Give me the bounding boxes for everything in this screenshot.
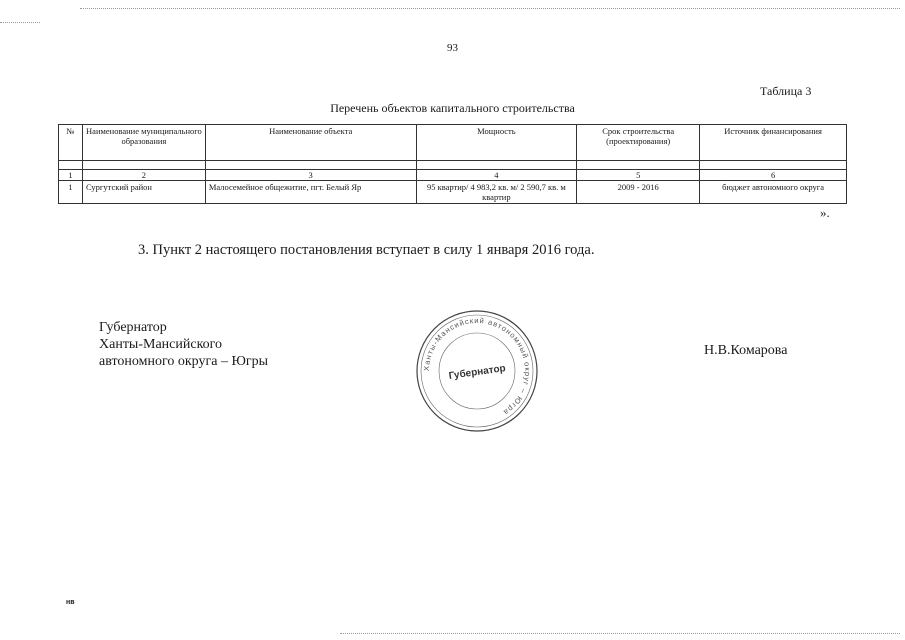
scan-artifact-bottom xyxy=(340,633,900,634)
header-municipality: Наименование муниципального образования xyxy=(82,125,205,161)
column-number: 2 xyxy=(82,170,205,181)
column-number: 6 xyxy=(700,170,847,181)
seal-center-text: Губернатор xyxy=(448,363,507,382)
cell-capacity: 95 квартир/ 4 983,2 кв. м/ 2 590,7 кв. м квартир xyxy=(416,181,577,204)
blank-cell xyxy=(59,161,83,170)
objects-table xyxy=(58,124,847,204)
footer-code: нв xyxy=(66,599,75,606)
cell-object-name: Малосемейное общежитие, пгт. Белый Яр xyxy=(205,181,416,204)
blank-cell xyxy=(700,161,847,170)
column-number: 4 xyxy=(416,170,577,181)
closing-quote: ». xyxy=(820,205,830,220)
header-funding-source: Источник финансирования xyxy=(700,125,847,161)
blank-cell xyxy=(577,161,700,170)
signatory-title-line: Губернатор xyxy=(99,320,167,335)
signatory-name: Н.В.Комарова xyxy=(704,343,788,358)
signatory-title xyxy=(99,319,268,370)
table-row xyxy=(59,181,847,204)
cell-construction-period: 2009 - 2016 xyxy=(577,181,700,204)
table-header-row xyxy=(59,125,847,161)
table-column-number-row xyxy=(59,170,847,181)
cell-number: 1 xyxy=(59,181,83,204)
table-title: Перечень объектов капитального строительства xyxy=(330,101,575,115)
cell-funding-source: бюджет автономного округа xyxy=(700,181,847,204)
clause-text: 3. Пункт 2 настоящего постановления вступает в силу 1 января 2016 года. xyxy=(138,242,595,258)
seal-ring-text: Ханты-Мансийский автономный округ – Югра xyxy=(421,315,533,418)
signatory-title-line: Ханты-Мансийского xyxy=(99,337,223,352)
column-number: 5 xyxy=(577,170,700,181)
column-number: 3 xyxy=(205,170,416,181)
header-object-name: Наименование объекта xyxy=(205,125,416,161)
official-seal xyxy=(413,307,541,435)
cell-municipality: Сургутский район xyxy=(82,181,205,204)
scan-artifact-left xyxy=(0,22,40,23)
blank-cell xyxy=(205,161,416,170)
blank-cell xyxy=(82,161,205,170)
column-number: 1 xyxy=(59,170,83,181)
header-number: № xyxy=(59,125,83,161)
signatory-title-line: автономного округа – Югры xyxy=(99,354,268,369)
table-blank-row xyxy=(59,161,847,170)
blank-cell xyxy=(416,161,577,170)
page-number: 93 xyxy=(447,42,458,54)
header-construction-period: Срок строительства (проектирования) xyxy=(577,125,700,161)
header-capacity: Мощность xyxy=(416,125,577,161)
scan-artifact-top xyxy=(80,8,900,9)
table-caption: Таблица 3 xyxy=(760,84,812,98)
